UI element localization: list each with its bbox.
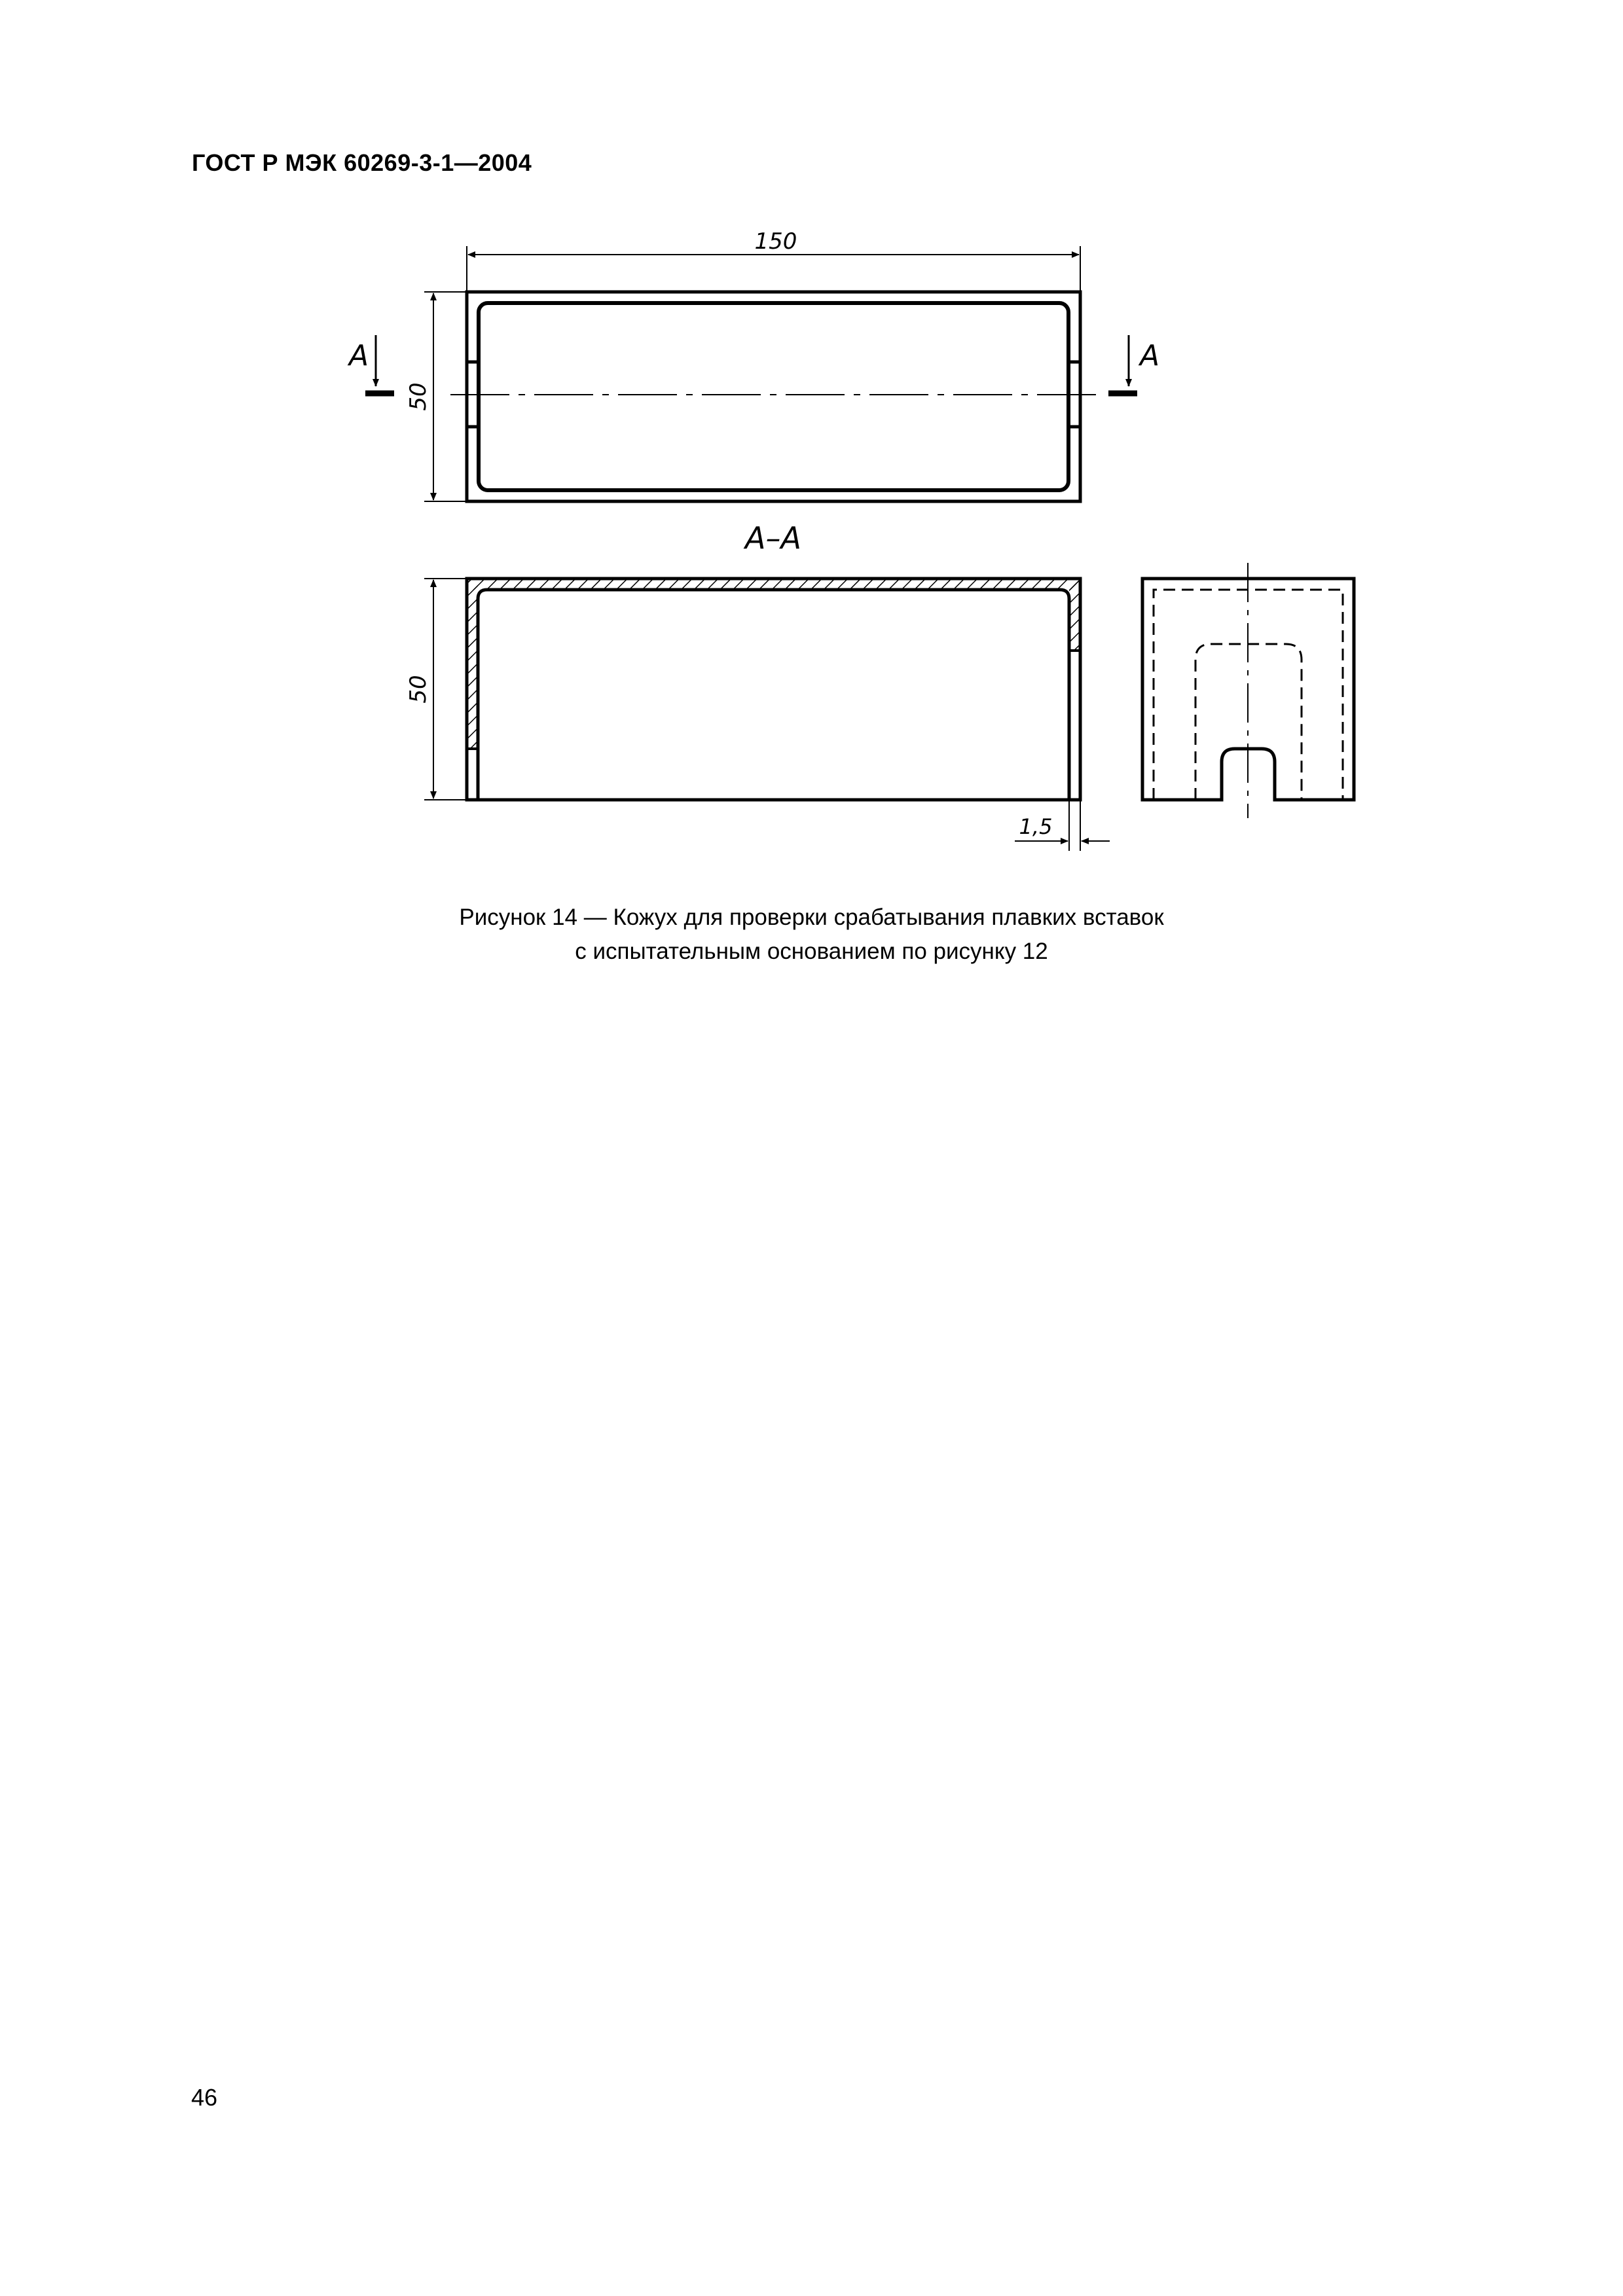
cover-inner-contour (479, 303, 1068, 490)
page-number: 46 (191, 2084, 218, 2111)
dim-length-label: 150 (754, 228, 797, 255)
dim-height-label-top: 50 (405, 382, 431, 411)
section-label-right: A (1139, 339, 1160, 372)
figure-caption-line-2: с испытательным основанием по рисунку 12 (575, 939, 1048, 964)
dim-height-label-section: 50 (405, 675, 431, 704)
document-header-title: ГОСТ Р МЭК 60269-3-1—2004 (192, 149, 532, 176)
figure-caption-line-1: Рисунок 14 — Кожух для проверки срабатывания плавких вставок (459, 905, 1164, 930)
section-view (405, 579, 1110, 851)
dim-thickness-label: 1,5 (1019, 814, 1053, 839)
section-marker-right (1108, 335, 1159, 393)
hatched-top-wall (467, 579, 1080, 590)
section-marker-left (347, 335, 394, 393)
section-inner-contour (478, 590, 1069, 800)
cover-outer-contour (467, 292, 1080, 501)
side-view (1142, 563, 1354, 818)
section-label-left: A (348, 339, 369, 372)
technical-drawing (0, 0, 1623, 916)
hatched-right-wall (1069, 579, 1080, 651)
section-outer-contour (467, 579, 1080, 800)
section-title: A–A (745, 520, 801, 556)
top-view (347, 228, 1159, 501)
hatched-left-wall (467, 579, 478, 749)
